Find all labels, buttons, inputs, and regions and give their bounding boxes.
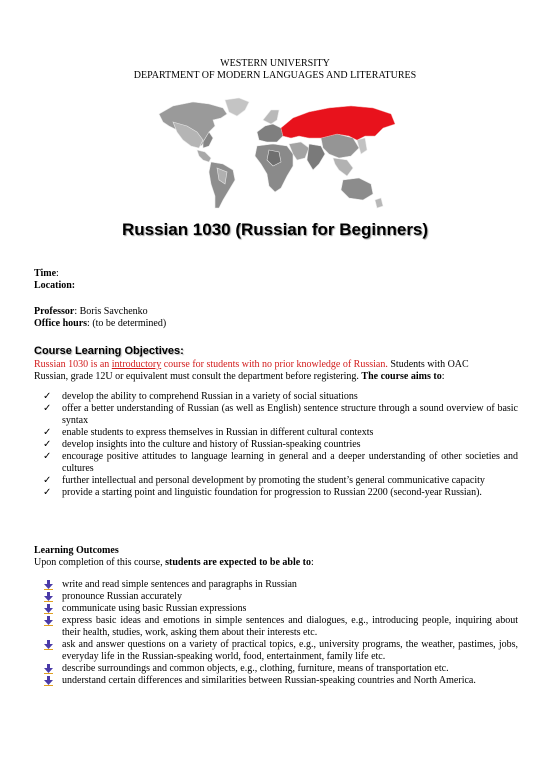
intro-colon: : [441, 371, 445, 382]
outcomes-intro [34, 557, 518, 569]
arrow-bullet-icon [43, 664, 53, 674]
objective-text: enable students to express themselves in Russian in different cultural contexts [62, 427, 374, 438]
outcome-text: pronounce Russian accurately [62, 591, 182, 602]
objective-text: develop the ability to comprehend Russian in a variety of social situations [62, 391, 358, 402]
objective-item [34, 403, 518, 427]
outcome-item [34, 603, 518, 615]
introductory-link[interactable]: introductory [111, 359, 162, 370]
office-hours-label: Office hours [34, 318, 88, 329]
checkmark-icon: ✓ [43, 451, 52, 462]
objectives-intro [34, 359, 518, 383]
intro-black-text-2: Russian, grade 12U or equivalent must consult the department before registering. [34, 371, 362, 382]
outcome-item [34, 591, 518, 603]
course-aims-label: The course aims to [361, 371, 442, 382]
checkmark-icon: ✓ [43, 427, 52, 438]
checkmark-icon: ✓ [43, 475, 52, 486]
arrow-bullet-icon [43, 676, 53, 686]
outcome-item [34, 639, 518, 663]
outcome-item [34, 615, 518, 639]
course-info [34, 268, 518, 292]
outcome-text: express basic ideas and emotions in simple sentences and dialogues, e.g., introducing people, inquiring about their health, studies, work, asking them about their interests etc. [62, 615, 518, 638]
outcomes-intro-bold: students are expected to be able to [165, 557, 312, 568]
objective-item [34, 487, 518, 499]
arrow-bullet-icon [43, 592, 53, 602]
objective-item [34, 475, 518, 487]
outcome-text: describe surroundings and common objects, e.g., clothing, furniture, means of transportation etc. [62, 663, 449, 674]
objective-text: offer a better understanding of Russian (as well as English) sentence structure through a sound overview of basic syntax [62, 403, 518, 426]
outcomes-list [34, 579, 518, 687]
instructor-info [34, 306, 518, 330]
objectives-heading: Course Learning Objectives: [34, 345, 184, 357]
objective-item [34, 391, 518, 403]
objective-item [34, 439, 518, 451]
university-name: WESTERN UNIVERSITY [220, 58, 330, 69]
objective-item [34, 451, 518, 475]
time-label: Time [34, 268, 57, 279]
objective-text: further intellectual and personal development by promoting the student’s general communicative capacity [62, 475, 485, 486]
outcome-item [34, 579, 518, 591]
checkmark-icon: ✓ [43, 487, 52, 498]
objectives-list [34, 391, 518, 499]
intro-black-text: Students with OAC [387, 359, 469, 370]
location-label: Location: [34, 280, 76, 291]
outcome-item [34, 663, 518, 675]
checkmark-icon: ✓ [43, 391, 52, 402]
time-value: : [56, 268, 59, 279]
objective-text: encourage positive attitudes to language learning in general and a deeper understanding of other societies and cultures [62, 451, 518, 474]
outcomes-heading: Learning Outcomes [34, 545, 119, 556]
outcome-text: understand certain differences and similarities between Russian-speaking countries and North America. [62, 675, 476, 686]
intro-red-text-2: course for students with no prior knowledge of Russian. [161, 359, 388, 370]
objective-text: provide a starting point and linguistic foundation for progression to Russian 2200 (second-year Russian). [62, 487, 482, 498]
department-name: DEPARTMENT OF MODERN LANGUAGES AND LITERATURES [133, 70, 417, 81]
intro-red-text: Russian 1030 is an [34, 359, 112, 370]
arrow-bullet-icon [43, 604, 53, 614]
professor-label: Professor [34, 306, 75, 317]
world-map-image [153, 96, 396, 218]
office-hours-value: : (to be determined) [87, 318, 167, 329]
course-title: Russian 1030 (Russian for Beginners) [121, 220, 429, 239]
objective-item [34, 427, 518, 439]
checkmark-icon: ✓ [43, 439, 52, 450]
outcome-text: communicate using basic Russian expressions [62, 603, 247, 614]
objectives-section [34, 345, 518, 499]
outcome-text: write and read simple sentences and paragraphs in Russian [62, 579, 297, 590]
arrow-bullet-icon [43, 616, 53, 626]
outcome-text: ask and answer questions on a variety of practical topics, e.g., university programs, the weather, pastimes, jobs, everyday life in the Russian-speaking world, food, entertainment, family life etc. [62, 639, 518, 662]
outcomes-intro-text: Upon completion of this course, [34, 557, 166, 568]
arrow-bullet-icon [43, 640, 53, 650]
checkmark-icon: ✓ [43, 403, 52, 414]
arrow-bullet-icon [43, 580, 53, 590]
outcome-item [34, 675, 518, 687]
objective-text: develop insights into the culture and history of Russian-speaking countries [62, 439, 361, 450]
outcomes-section [34, 545, 518, 687]
professor-name: : Boris Savchenko [74, 306, 148, 317]
outcomes-intro-colon: : [311, 557, 314, 568]
